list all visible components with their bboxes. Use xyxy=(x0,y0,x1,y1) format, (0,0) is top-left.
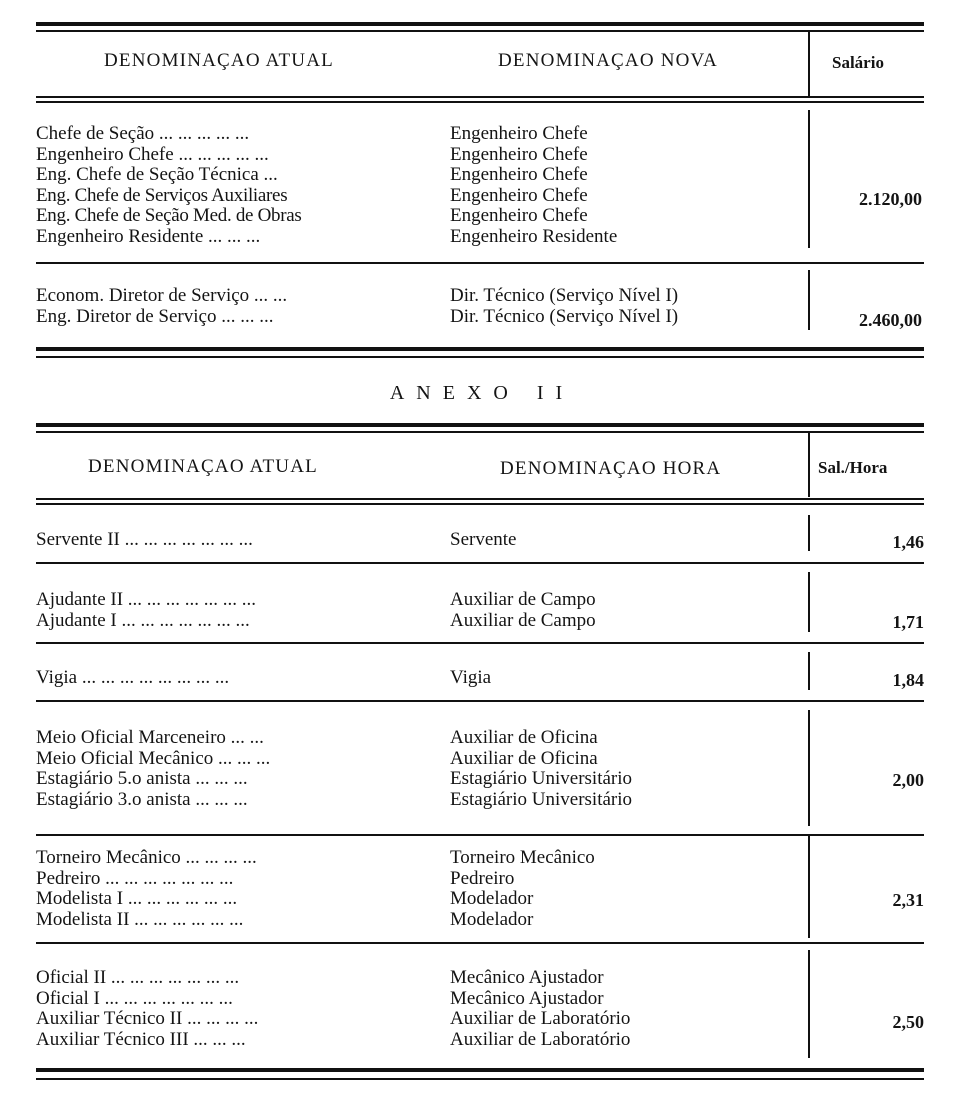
salario-value: 2.460,00 xyxy=(859,310,922,330)
sal-hora-value: 1,71 xyxy=(892,612,924,632)
cargo-nova: Engenheiro Chefe xyxy=(450,124,588,144)
column-divider xyxy=(808,110,810,248)
header-denominacao-atual: DENOMINAÇAO ATUAL xyxy=(104,50,334,71)
table-top-rule xyxy=(36,423,924,427)
nova-column xyxy=(450,530,800,551)
cargo-atual: Modelista II ... ... ... ... ... ... xyxy=(36,909,244,930)
cargo-atual: Engenheiro Chefe ... ... ... ... ... xyxy=(36,144,269,165)
column-divider xyxy=(808,515,810,551)
cargo-nova: Dir. Técnico (Serviço Nível I) xyxy=(450,286,679,306)
nova-column xyxy=(450,286,800,327)
nova-column xyxy=(450,590,800,631)
atual-column xyxy=(36,848,416,930)
cargo-atual: Vigia ... ... ... ... ... ... ... ... xyxy=(36,668,230,688)
column-divider xyxy=(808,32,810,96)
column-divider xyxy=(808,950,810,1058)
cargo-nova: Estagiário Universitário xyxy=(450,789,633,810)
nova-column xyxy=(450,848,800,930)
cargo-atual: Chefe de Seção ... ... ... ... ... xyxy=(36,124,250,144)
cargo-nova: Auxiliar de Campo xyxy=(450,590,596,610)
table-top-rule xyxy=(36,22,924,26)
cargo-nova: Engenheiro Chefe xyxy=(450,165,588,185)
nova-column xyxy=(450,124,800,247)
header-denominacao-hora: DENOMINAÇAO HORA xyxy=(500,458,722,479)
sal-hora-value: 1,84 xyxy=(892,670,924,690)
cargo-nova: Auxiliar de Oficina xyxy=(450,728,598,748)
sal-hora-value: 2,00 xyxy=(892,770,924,790)
cargo-atual: Eng. Diretor de Serviço ... ... ... xyxy=(36,306,274,327)
atual-column xyxy=(36,590,416,631)
cargo-nova: Modelador xyxy=(450,909,534,930)
cargo-nova: Dir. Técnico (Serviço Nível I) xyxy=(450,306,679,327)
cargo-atual: Estagiário 3.o anista ... ... ... xyxy=(36,789,248,810)
cargo-atual: Modelista I ... ... ... ... ... ... xyxy=(36,889,238,909)
row-separator xyxy=(36,642,924,644)
cargo-nova: Auxiliar de Laboratório xyxy=(450,1009,631,1029)
nova-column xyxy=(450,968,800,1050)
atual-column xyxy=(36,530,416,551)
cargo-nova: Auxiliar de Laboratório xyxy=(450,1029,631,1050)
cargo-atual: Estagiário 5.o anista ... ... ... xyxy=(36,769,248,789)
cargo-atual: Engenheiro Residente ... ... ... xyxy=(36,226,261,247)
sal-hora-value: 2,31 xyxy=(892,890,924,910)
cargo-nova: Modelador xyxy=(450,889,534,909)
row-separator xyxy=(36,834,924,836)
cargo-atual: Eng. Chefe de Serviços Auxiliares xyxy=(36,185,288,206)
cargo-nova: Engenheiro Chefe xyxy=(450,206,588,226)
header-bottom-rule xyxy=(36,96,924,98)
column-divider xyxy=(808,433,810,497)
salario-value: 2.120,00 xyxy=(859,189,922,209)
cargo-atual: Servente II ... ... ... ... ... ... ... xyxy=(36,530,253,550)
header-denominacao-atual: DENOMINAÇAO ATUAL xyxy=(88,456,318,477)
cargo-atual: Pedreiro ... ... ... ... ... ... ... xyxy=(36,868,234,889)
cargo-atual: Auxiliar Técnico III ... ... ... xyxy=(36,1029,246,1050)
cargo-atual: Meio Oficial Marceneiro ... ... xyxy=(36,728,264,748)
row-separator xyxy=(36,262,924,264)
header-denominacao-nova: DENOMINAÇAO NOVA xyxy=(498,50,718,71)
header-bottom-rule xyxy=(36,498,924,500)
cargo-nova: Estagiário Universitário xyxy=(450,769,633,789)
header-salario: Salário xyxy=(832,53,884,72)
table-top-rule xyxy=(36,431,924,433)
cargo-atual: Eng. Chefe de Seção Med. de Obras xyxy=(36,206,302,226)
header-sal-hora: Sal./Hora xyxy=(818,458,888,477)
row-separator xyxy=(36,700,924,702)
sal-hora-value: 1,46 xyxy=(892,532,924,552)
cargo-atual: Ajudante I ... ... ... ... ... ... ... xyxy=(36,610,250,631)
cargo-nova: Auxiliar de Campo xyxy=(450,610,596,631)
column-divider xyxy=(808,834,810,938)
table-bottom-rule xyxy=(36,1068,924,1072)
table-bottom-rule xyxy=(36,356,924,358)
cargo-nova: Mecânico Ajustador xyxy=(450,988,604,1009)
table-top-rule xyxy=(36,30,924,32)
atual-column xyxy=(36,968,416,1050)
cargo-nova: Engenheiro Chefe xyxy=(450,185,588,206)
atual-column xyxy=(36,124,416,247)
cargo-nova: Pedreiro xyxy=(450,868,515,889)
header-bottom-rule xyxy=(36,101,924,103)
nova-column xyxy=(450,728,800,810)
nova-column xyxy=(450,668,800,689)
row-separator xyxy=(36,562,924,564)
column-divider xyxy=(808,710,810,826)
table-bottom-rule xyxy=(36,347,924,351)
cargo-atual: Oficial II ... ... ... ... ... ... ... xyxy=(36,968,240,988)
cargo-atual: Eng. Chefe de Seção Técnica ... xyxy=(36,165,278,185)
atual-column xyxy=(36,668,416,689)
cargo-nova: Vigia xyxy=(450,668,492,688)
atual-column xyxy=(36,728,416,810)
column-divider xyxy=(808,652,810,690)
atual-column xyxy=(36,286,416,327)
cargo-atual: Econom. Diretor de Serviço ... ... xyxy=(36,286,288,306)
cargo-atual: Ajudante II ... ... ... ... ... ... ... xyxy=(36,590,257,610)
header-bottom-rule xyxy=(36,503,924,505)
cargo-nova: Servente xyxy=(450,530,517,550)
table-bottom-rule xyxy=(36,1078,924,1080)
column-divider xyxy=(808,572,810,632)
cargo-nova: Mecânico Ajustador xyxy=(450,968,604,988)
cargo-nova: Engenheiro Residente xyxy=(450,226,618,247)
cargo-atual: Torneiro Mecânico ... ... ... ... xyxy=(36,848,257,868)
column-divider xyxy=(808,270,810,330)
row-separator xyxy=(36,942,924,944)
cargo-nova: Torneiro Mecânico xyxy=(450,848,595,868)
cargo-nova: Engenheiro Chefe xyxy=(450,144,588,165)
cargo-atual: Auxiliar Técnico II ... ... ... ... xyxy=(36,1009,259,1029)
cargo-nova: Auxiliar de Oficina xyxy=(450,748,598,769)
cargo-atual: Meio Oficial Mecânico ... ... ... xyxy=(36,748,271,769)
cargo-atual: Oficial I ... ... ... ... ... ... ... xyxy=(36,988,233,1009)
annex-title: ANEXO II xyxy=(389,382,575,404)
sal-hora-value: 2,50 xyxy=(892,1012,924,1032)
